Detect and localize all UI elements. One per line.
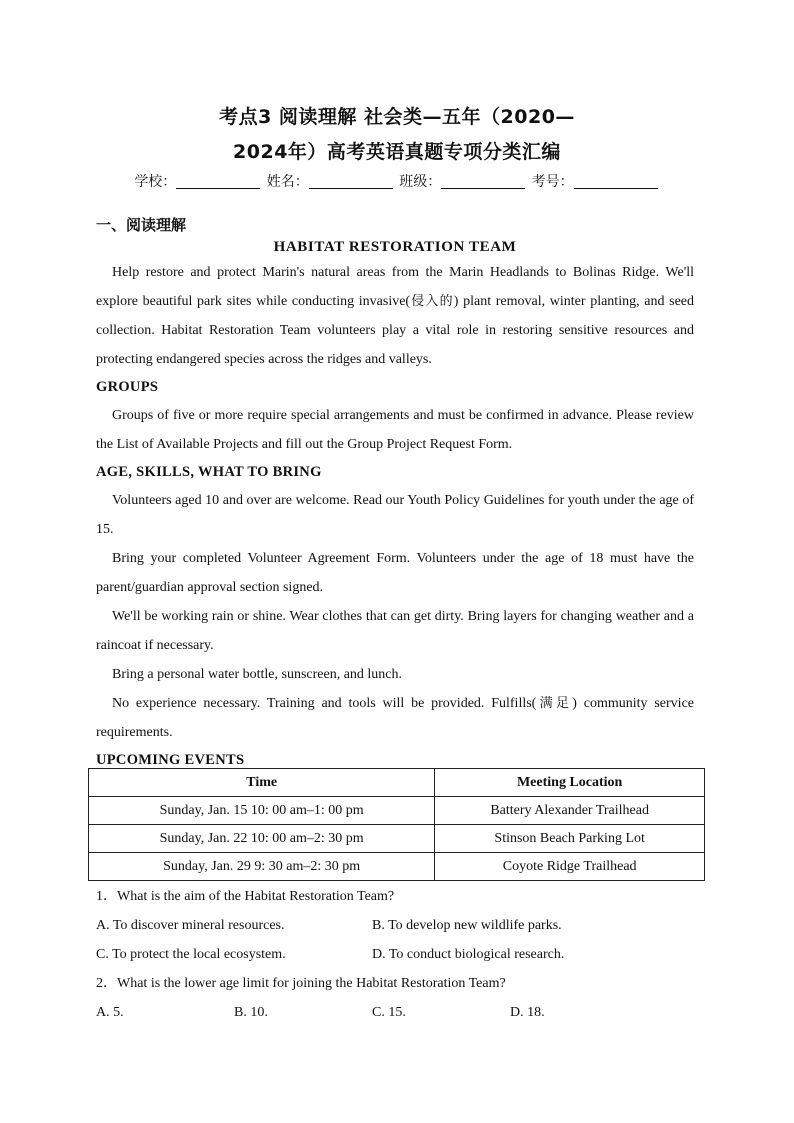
table-row [89, 797, 705, 825]
question-2-options [96, 998, 706, 1027]
question-2: 2．What is the lower age limit for joining the Habitat Restoration Team? [96, 976, 506, 991]
question-1-options-row2 [96, 940, 706, 969]
school-blank[interactable] [176, 174, 260, 189]
option-c[interactable]: C. 15. [372, 1005, 406, 1020]
class-blank[interactable] [441, 174, 525, 189]
option-d[interactable]: D. 18. [510, 1005, 545, 1020]
intro-text-b: ) plant removal, winter planting, and seed collection. Habitat Restoration Team volunteers play a vital role in restoring sensitive resources and protecting endangered species across the ridges and valleys. [96, 294, 694, 367]
event-time: Sunday, Jan. 22 10: 00 am–2: 30 pm [89, 825, 435, 853]
intro-paragraph [96, 258, 694, 374]
event-time: Sunday, Jan. 29 9: 30 am–2: 30 pm [89, 853, 435, 881]
header-time: Time [89, 769, 435, 797]
age-p5-gloss: 满足 [536, 696, 573, 711]
events-table [88, 768, 705, 881]
age-paragraph-2: Bring your completed Volunteer Agreement Form. Volunteers under the age of 18 must have the parent/guardian approval section signed. [96, 551, 694, 595]
event-location: Battery Alexander Trailhead [435, 797, 705, 825]
groups-paragraph: Groups of five or more require special arrangements and must be confirmed in advance. Please review the List of Available Projects and fill out the Group Project Request Form. [96, 408, 694, 452]
option-b[interactable]: B. To develop new wildlife parks. [372, 918, 562, 933]
events-heading: UPCOMING EVENTS [96, 752, 245, 768]
student-info-row [0, 171, 794, 191]
intro-text-a: Help restore and protect Marin's natural areas from the Marin Headlands to Bolinas Ridge. We'll explore beautiful park sites while conducting invasive( [96, 265, 694, 309]
doc-title-line2: 2024年）高考英语真题专项分类汇编 [233, 141, 561, 163]
name-blank[interactable] [309, 174, 393, 189]
option-a[interactable]: A. To discover mineral resources. [96, 918, 285, 933]
class-label: 班级： [399, 174, 442, 190]
question-1: 1．What is the aim of the Habitat Restoration Team? [96, 889, 395, 904]
option-b[interactable]: B. 10. [234, 1005, 268, 1020]
age-paragraph-1: Volunteers aged 10 and over are welcome. Read our Youth Policy Guidelines for youth under the age of 15. [96, 493, 694, 537]
header-location: Meeting Location [435, 769, 705, 797]
table-row [89, 825, 705, 853]
option-c[interactable]: C. To protect the local ecosystem. [96, 947, 286, 962]
age-heading: AGE, SKILLS, WHAT TO BRING [96, 464, 322, 480]
table-row [89, 853, 705, 881]
questions-block [96, 882, 706, 1027]
table-header-row [89, 769, 705, 797]
exam-number-label: 考号： [531, 174, 574, 190]
event-location: Coyote Ridge Trailhead [435, 853, 705, 881]
event-location: Stinson Beach Parking Lot [435, 825, 705, 853]
name-label: 姓名： [266, 174, 309, 190]
exam-number-blank[interactable] [574, 174, 658, 189]
age-paragraph-3: We'll be working rain or shine. Wear clothes that can get dirty. Bring layers for changing weather and a raincoat if necessary. [96, 609, 694, 653]
doc-title-line1: 考点3 阅读理解 社会类—五年（2020— [219, 106, 575, 128]
groups-heading: GROUPS [96, 379, 159, 395]
option-d[interactable]: D. To conduct biological research. [372, 947, 565, 962]
age-paragraph-5 [96, 689, 694, 747]
school-label: 学校： [134, 174, 177, 190]
age-p5-text-a: No experience necessary. Training and tools will be provided. Fulfills( [112, 696, 537, 711]
event-time: Sunday, Jan. 15 10: 00 am–1: 00 pm [89, 797, 435, 825]
age-p5-text-b: ) community service requirements. [96, 696, 695, 740]
section-heading: 一、阅读理解 [96, 216, 187, 234]
option-a[interactable]: A. 5. [96, 1005, 124, 1020]
age-paragraph-4: Bring a personal water bottle, sunscreen, and lunch. [112, 667, 403, 682]
reading-passage [96, 236, 694, 774]
intro-gloss: 侵入的 [410, 294, 454, 309]
question-1-options-row1 [96, 911, 706, 940]
passage-title: HABITAT RESTORATION TEAM [273, 239, 517, 255]
